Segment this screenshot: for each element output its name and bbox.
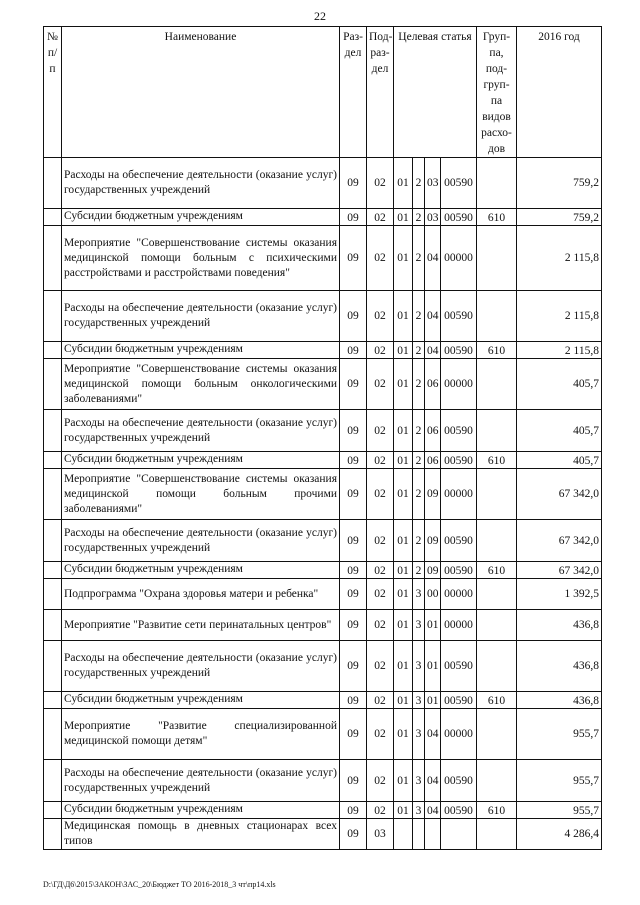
cell-expense-type xyxy=(477,226,517,291)
cell-expense-type xyxy=(477,291,517,342)
cell-expense-type: 610 xyxy=(477,452,517,469)
cell-target-direction: 00590 xyxy=(441,692,477,709)
cell-target-program: 01 xyxy=(394,158,413,209)
cell-section: 09 xyxy=(340,562,367,579)
cell-section: 09 xyxy=(340,709,367,760)
cell-amount: 67 342,0 xyxy=(517,562,602,579)
header-name: Наименование xyxy=(62,27,340,158)
cell-target-subprogram: 2 xyxy=(413,562,425,579)
cell-subsection: 03 xyxy=(367,819,394,850)
cell-subsection: 02 xyxy=(367,692,394,709)
cell-target-event: 03 xyxy=(425,209,441,226)
cell-expense-type xyxy=(477,579,517,610)
table-row xyxy=(44,359,602,410)
cell-num xyxy=(44,760,62,802)
cell-section: 09 xyxy=(340,579,367,610)
cell-name: Субсидии бюджетным учреждениям xyxy=(62,342,340,359)
cell-target-direction: 00590 xyxy=(441,158,477,209)
cell-target-direction: 00000 xyxy=(441,610,477,641)
table-row xyxy=(44,562,602,579)
cell-num xyxy=(44,819,62,850)
cell-name: Расходы на обеспечение деятельности (оказание услуг) государственных учреждений xyxy=(62,291,340,342)
cell-target-program: 01 xyxy=(394,410,413,452)
cell-expense-type xyxy=(477,158,517,209)
cell-amount: 759,2 xyxy=(517,209,602,226)
cell-expense-type xyxy=(477,359,517,410)
table-row xyxy=(44,709,602,760)
cell-amount: 405,7 xyxy=(517,359,602,410)
cell-subsection: 02 xyxy=(367,452,394,469)
table-row xyxy=(44,342,602,359)
cell-expense-type: 610 xyxy=(477,342,517,359)
cell-section: 09 xyxy=(340,226,367,291)
cell-section: 09 xyxy=(340,692,367,709)
table-row xyxy=(44,226,602,291)
cell-name: Мероприятие "Совершенствование системы оказания медицинской помощи больным прочими заболеваниями" xyxy=(62,469,340,520)
cell-target-direction: 00590 xyxy=(441,342,477,359)
cell-target-event: 06 xyxy=(425,359,441,410)
cell-target-event: 09 xyxy=(425,469,441,520)
cell-target-event: 01 xyxy=(425,641,441,692)
cell-target-subprogram: 2 xyxy=(413,158,425,209)
table-row xyxy=(44,641,602,692)
cell-target-event: 09 xyxy=(425,520,441,562)
cell-target-program: 01 xyxy=(394,209,413,226)
cell-amount: 2 115,8 xyxy=(517,226,602,291)
table-row xyxy=(44,520,602,562)
cell-section: 09 xyxy=(340,520,367,562)
cell-amount: 405,7 xyxy=(517,452,602,469)
cell-section: 09 xyxy=(340,802,367,819)
cell-name: Расходы на обеспечение деятельности (оказание услуг) государственных учреждений xyxy=(62,760,340,802)
cell-expense-type xyxy=(477,709,517,760)
cell-amount: 2 115,8 xyxy=(517,342,602,359)
cell-target-event: 06 xyxy=(425,452,441,469)
cell-target-event: 01 xyxy=(425,692,441,709)
cell-section: 09 xyxy=(340,342,367,359)
cell-section: 09 xyxy=(340,359,367,410)
cell-section: 09 xyxy=(340,469,367,520)
cell-target-program: 01 xyxy=(394,342,413,359)
cell-target-direction: 00590 xyxy=(441,452,477,469)
cell-target-subprogram: 3 xyxy=(413,760,425,802)
cell-subsection: 02 xyxy=(367,760,394,802)
cell-target-program xyxy=(394,819,413,850)
cell-target-program: 01 xyxy=(394,579,413,610)
cell-target-event: 06 xyxy=(425,410,441,452)
cell-name: Расходы на обеспечение деятельности (оказание услуг) государственных учреждений xyxy=(62,158,340,209)
cell-expense-type: 610 xyxy=(477,562,517,579)
header-section: Раз-дел xyxy=(340,27,367,158)
cell-name: Мероприятие "Развитие сети перинатальных центров" xyxy=(62,610,340,641)
cell-target-direction: 00590 xyxy=(441,562,477,579)
cell-target-subprogram: 3 xyxy=(413,641,425,692)
table-row xyxy=(44,760,602,802)
header-target-article: Целевая статья xyxy=(394,27,477,158)
cell-subsection: 02 xyxy=(367,469,394,520)
cell-target-program: 01 xyxy=(394,359,413,410)
cell-target-program: 01 xyxy=(394,291,413,342)
cell-amount: 436,8 xyxy=(517,641,602,692)
cell-subsection: 02 xyxy=(367,209,394,226)
cell-target-program: 01 xyxy=(394,469,413,520)
cell-amount: 67 342,0 xyxy=(517,469,602,520)
cell-amount: 955,7 xyxy=(517,802,602,819)
cell-num xyxy=(44,158,62,209)
cell-target-subprogram: 2 xyxy=(413,342,425,359)
cell-target-event: 01 xyxy=(425,610,441,641)
cell-expense-type xyxy=(477,410,517,452)
cell-subsection: 02 xyxy=(367,802,394,819)
cell-num xyxy=(44,709,62,760)
cell-target-direction xyxy=(441,819,477,850)
cell-target-event: 04 xyxy=(425,709,441,760)
cell-amount: 759,2 xyxy=(517,158,602,209)
cell-target-program: 01 xyxy=(394,226,413,291)
cell-target-subprogram: 2 xyxy=(413,410,425,452)
cell-section: 09 xyxy=(340,158,367,209)
cell-subsection: 02 xyxy=(367,291,394,342)
cell-num xyxy=(44,452,62,469)
cell-target-subprogram: 2 xyxy=(413,520,425,562)
cell-num xyxy=(44,226,62,291)
cell-section: 09 xyxy=(340,760,367,802)
cell-target-program: 01 xyxy=(394,709,413,760)
cell-subsection: 02 xyxy=(367,709,394,760)
header-expense-group: Груп-па, под-груп-па видов расхо-дов xyxy=(477,27,517,158)
cell-target-direction: 00000 xyxy=(441,469,477,520)
cell-section: 09 xyxy=(340,452,367,469)
cell-num xyxy=(44,342,62,359)
cell-target-subprogram: 3 xyxy=(413,579,425,610)
cell-num xyxy=(44,802,62,819)
table-row xyxy=(44,291,602,342)
table-row xyxy=(44,802,602,819)
cell-amount: 4 286,4 xyxy=(517,819,602,850)
cell-target-program: 01 xyxy=(394,641,413,692)
cell-expense-type xyxy=(477,641,517,692)
cell-section: 09 xyxy=(340,209,367,226)
footer-file-path: D:\ГД\Д6\2015\ЗАКОН\ЗАС_20\Бюджет ТО 2016-2018_3 чт\пр14.xls xyxy=(43,880,276,889)
cell-target-direction: 00590 xyxy=(441,641,477,692)
cell-amount: 436,8 xyxy=(517,692,602,709)
cell-name: Мероприятие "Совершенствование системы оказания медицинской помощи больным онкологическими заболеваниями" xyxy=(62,359,340,410)
cell-section: 09 xyxy=(340,610,367,641)
cell-target-direction: 00590 xyxy=(441,209,477,226)
cell-num xyxy=(44,410,62,452)
cell-num xyxy=(44,359,62,410)
cell-target-direction: 00000 xyxy=(441,359,477,410)
cell-amount: 67 342,0 xyxy=(517,520,602,562)
cell-target-event: 04 xyxy=(425,760,441,802)
cell-subsection: 02 xyxy=(367,562,394,579)
cell-target-program: 01 xyxy=(394,802,413,819)
cell-target-subprogram: 2 xyxy=(413,359,425,410)
table-row xyxy=(44,469,602,520)
cell-amount: 436,8 xyxy=(517,610,602,641)
cell-target-subprogram: 2 xyxy=(413,452,425,469)
header-subsection: Под-раз-дел xyxy=(367,27,394,158)
cell-name: Субсидии бюджетным учреждениям xyxy=(62,452,340,469)
cell-num xyxy=(44,562,62,579)
cell-target-direction: 00000 xyxy=(441,226,477,291)
cell-name: Субсидии бюджетным учреждениям xyxy=(62,802,340,819)
table-row xyxy=(44,579,602,610)
cell-name: Расходы на обеспечение деятельности (оказание услуг) государственных учреждений xyxy=(62,410,340,452)
cell-subsection: 02 xyxy=(367,641,394,692)
cell-expense-type: 610 xyxy=(477,209,517,226)
table-row xyxy=(44,610,602,641)
cell-expense-type: 610 xyxy=(477,802,517,819)
cell-expense-type: 610 xyxy=(477,692,517,709)
budget-table xyxy=(43,26,602,850)
cell-subsection: 02 xyxy=(367,158,394,209)
cell-target-program: 01 xyxy=(394,692,413,709)
cell-target-program: 01 xyxy=(394,562,413,579)
table-row xyxy=(44,209,602,226)
cell-target-subprogram: 3 xyxy=(413,692,425,709)
cell-target-program: 01 xyxy=(394,610,413,641)
cell-target-event: 00 xyxy=(425,579,441,610)
cell-target-program: 01 xyxy=(394,452,413,469)
cell-subsection: 02 xyxy=(367,579,394,610)
cell-target-direction: 00590 xyxy=(441,760,477,802)
cell-target-event xyxy=(425,819,441,850)
cell-target-direction: 00590 xyxy=(441,291,477,342)
cell-subsection: 02 xyxy=(367,226,394,291)
cell-subsection: 02 xyxy=(367,342,394,359)
cell-target-event: 04 xyxy=(425,802,441,819)
cell-num xyxy=(44,469,62,520)
table-header-row xyxy=(44,27,602,158)
cell-section: 09 xyxy=(340,819,367,850)
cell-expense-type xyxy=(477,469,517,520)
cell-expense-type xyxy=(477,760,517,802)
cell-target-event: 04 xyxy=(425,291,441,342)
cell-num xyxy=(44,692,62,709)
cell-target-subprogram: 2 xyxy=(413,226,425,291)
table-row xyxy=(44,692,602,709)
cell-target-direction: 00000 xyxy=(441,579,477,610)
cell-name: Субсидии бюджетным учреждениям xyxy=(62,209,340,226)
cell-num xyxy=(44,209,62,226)
cell-target-subprogram: 3 xyxy=(413,709,425,760)
cell-name: Расходы на обеспечение деятельности (оказание услуг) государственных учреждений xyxy=(62,641,340,692)
cell-expense-type xyxy=(477,520,517,562)
cell-section: 09 xyxy=(340,410,367,452)
header-year-2016: 2016 год xyxy=(517,27,602,158)
cell-name: Субсидии бюджетным учреждениям xyxy=(62,562,340,579)
cell-amount: 2 115,8 xyxy=(517,291,602,342)
table-row xyxy=(44,819,602,850)
cell-name: Мероприятие "Совершенствование системы оказания медицинской помощи больным с психическими расстройствами и расстройствами поведения" xyxy=(62,226,340,291)
cell-section: 09 xyxy=(340,291,367,342)
cell-subsection: 02 xyxy=(367,359,394,410)
cell-target-event: 09 xyxy=(425,562,441,579)
cell-target-direction: 00590 xyxy=(441,520,477,562)
cell-amount: 405,7 xyxy=(517,410,602,452)
cell-target-event: 04 xyxy=(425,342,441,359)
cell-name: Подпрограмма "Охрана здоровья матери и ребенка" xyxy=(62,579,340,610)
cell-expense-type xyxy=(477,819,517,850)
cell-section: 09 xyxy=(340,641,367,692)
cell-target-subprogram: 2 xyxy=(413,209,425,226)
cell-name: Медицинская помощь в дневных стационарах всех типов xyxy=(62,819,340,850)
cell-target-direction: 00000 xyxy=(441,709,477,760)
cell-name: Субсидии бюджетным учреждениям xyxy=(62,692,340,709)
cell-num xyxy=(44,291,62,342)
cell-target-subprogram: 3 xyxy=(413,610,425,641)
table-row xyxy=(44,158,602,209)
cell-target-event: 03 xyxy=(425,158,441,209)
cell-num xyxy=(44,579,62,610)
table-row xyxy=(44,410,602,452)
cell-target-subprogram: 2 xyxy=(413,469,425,520)
cell-amount: 1 392,5 xyxy=(517,579,602,610)
header-num: № п/п xyxy=(44,27,62,158)
table-row xyxy=(44,452,602,469)
cell-subsection: 02 xyxy=(367,520,394,562)
cell-amount: 955,7 xyxy=(517,709,602,760)
cell-subsection: 02 xyxy=(367,410,394,452)
cell-num xyxy=(44,610,62,641)
cell-target-program: 01 xyxy=(394,520,413,562)
cell-target-direction: 00590 xyxy=(441,410,477,452)
page-number: 22 xyxy=(314,9,326,23)
cell-target-subprogram xyxy=(413,819,425,850)
cell-target-subprogram: 3 xyxy=(413,802,425,819)
cell-amount: 955,7 xyxy=(517,760,602,802)
cell-target-subprogram: 2 xyxy=(413,291,425,342)
cell-expense-type xyxy=(477,610,517,641)
cell-name: Мероприятие "Развитие специализированной медицинской помощи детям" xyxy=(62,709,340,760)
cell-num xyxy=(44,520,62,562)
cell-target-direction: 00590 xyxy=(441,802,477,819)
cell-target-program: 01 xyxy=(394,760,413,802)
cell-subsection: 02 xyxy=(367,610,394,641)
cell-num xyxy=(44,641,62,692)
cell-name: Расходы на обеспечение деятельности (оказание услуг) государственных учреждений xyxy=(62,520,340,562)
cell-target-event: 04 xyxy=(425,226,441,291)
